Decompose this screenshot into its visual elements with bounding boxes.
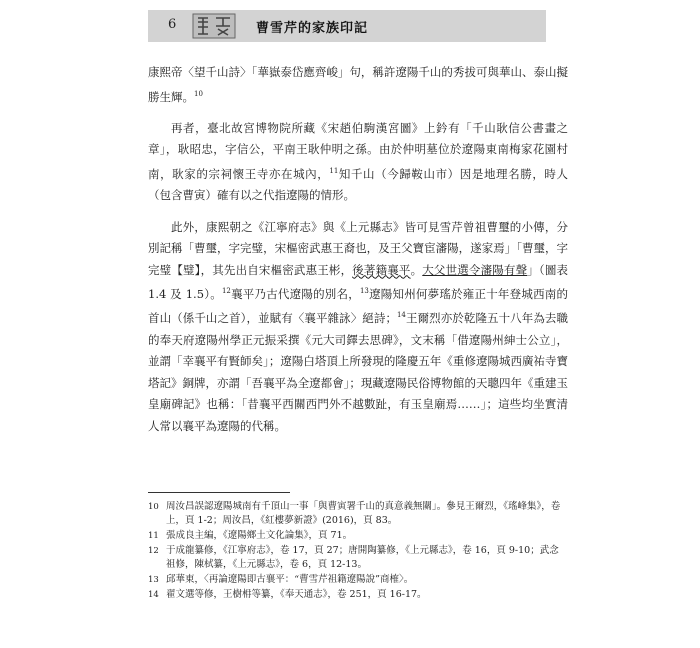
footnote-text: 張成良主編，《遼陽鄉土文化論集》，頁 71。	[166, 530, 353, 541]
footnote-number: 11	[148, 531, 159, 541]
text-run: 。	[410, 262, 423, 277]
footnote-ref-12[interactable]: 12	[221, 287, 231, 296]
footnote-14	[148, 588, 568, 602]
seal-logo	[192, 13, 236, 39]
footnote-ref-13[interactable]: 13	[359, 287, 369, 296]
page-number: 6	[168, 17, 177, 32]
text-run: 再者，臺北故宮博物院所藏《宋趙伯駒漢宮圖》上鈐有「千山耿信公書畫之章」，耿昭忠，字信公，平南王耿仲明之孫。由於仲明墓位於遼陽東南梅家花園村南，耿家的宗祠懷王寺亦在城內，	[148, 120, 568, 181]
footnote-ref-14[interactable]: 14	[396, 311, 406, 320]
footnote-number: 10	[148, 502, 159, 512]
body-text	[148, 62, 568, 447]
text-run: 此外，康熙朝之《江寧府志》與《上元縣志》皆可見雪芹曾祖曹璽的小傳，分別記稱「曹璽，字完璧，宋樞密武惠王裔也，及王父寶宦瀋陽，遂家焉」「曹璽，字完璧【璧】，其先出自宋樞密武惠王彬，	[148, 219, 568, 277]
paragraph-3	[148, 217, 568, 438]
paragraph-2	[148, 118, 568, 207]
text-run: 遼陽知州何夢瑤於雍正十年登城西南的首山（係千山之首），並賦有〈襄平雜詠〉絕詩；	[148, 286, 569, 326]
footnote-number: 12	[148, 546, 159, 556]
footnote-ref-11[interactable]: 11	[329, 166, 339, 175]
footnote-ref-10[interactable]: 10	[194, 89, 203, 98]
footnote-number: 13	[148, 575, 159, 585]
footnote-text: 邱華東，〈再論遼陽即古襄平：“曹雪芹祖籍遼陽說”商榷〉。	[166, 574, 414, 585]
footnote-10	[148, 500, 568, 528]
footnote-text: 翟文選等修，王樹枏等纂，《奉天通志》，卷 251，頁 16-17。	[166, 589, 427, 600]
footnote-number: 14	[148, 590, 159, 600]
underlined-phrase: 後著籍襄平	[352, 262, 411, 277]
paragraph-1	[148, 62, 568, 108]
running-header	[148, 10, 546, 42]
running-title: 曹雪芹的家族印記	[256, 21, 369, 36]
footnote-12	[148, 544, 568, 572]
footnote-divider	[148, 492, 290, 493]
footnote-11	[148, 529, 568, 543]
text-run: 」（圖表 1.4 及 1.5）。	[148, 262, 569, 301]
underlined-phrase: 大父世選令瀋陽有聲	[422, 262, 528, 277]
footnote-text: 周汝昌誤認遼陽城南有千頂山一事「與曹寅署千山的真意義無關」。參見王爾烈，《瑤峰集》，卷上，頁 1-2；周汝昌，《紅樓夢新證》(2016)，頁 83。	[166, 501, 561, 526]
text-run: 康熙帝〈望千山詩〉「華嶽泰岱應齊峻」句，稱許遼陽千山的秀拔可與華山、泰山擬勝生輝。	[148, 65, 568, 104]
footnote-text: 于成龍纂修，《江寧府志》，卷 17，頁 27；唐開陶纂修，《上元縣志》，卷 16，頁 9-10；武念祖修，陳栻纂，《上元縣志》，卷 6，頁 12-13。	[166, 545, 559, 570]
footnotes	[148, 500, 568, 603]
text-run: 襄平乃古代遼陽的別名，	[230, 286, 360, 301]
footnote-13	[148, 573, 568, 587]
text-run: 王爾烈亦於乾隆五十八年為去職的奉天府遼陽州學正元振采撰《元大司鐸去思碑》，文末稱「借遼陽州紳士公立」，並謂「幸襄平有賢師矣」；遼陽白塔頂上所發現的隆慶五年《重修遼陽城西廣祐寺寶塔記》銅牌，亦謂「吾襄平為全遼都會」；現藏遼陽民俗博物館的天聰四年《重建玉皇廟碑記》也稱：「昔襄平西關西門外不越數趾，有玉皇廟焉……」；這些均坐實清人常以襄平為遼陽的代稱。	[148, 311, 569, 433]
text-run: 知千山（今歸鞍山市）因是地理名勝，時人（包含曹寅）確有以之代指遼陽的情形。	[148, 166, 568, 203]
